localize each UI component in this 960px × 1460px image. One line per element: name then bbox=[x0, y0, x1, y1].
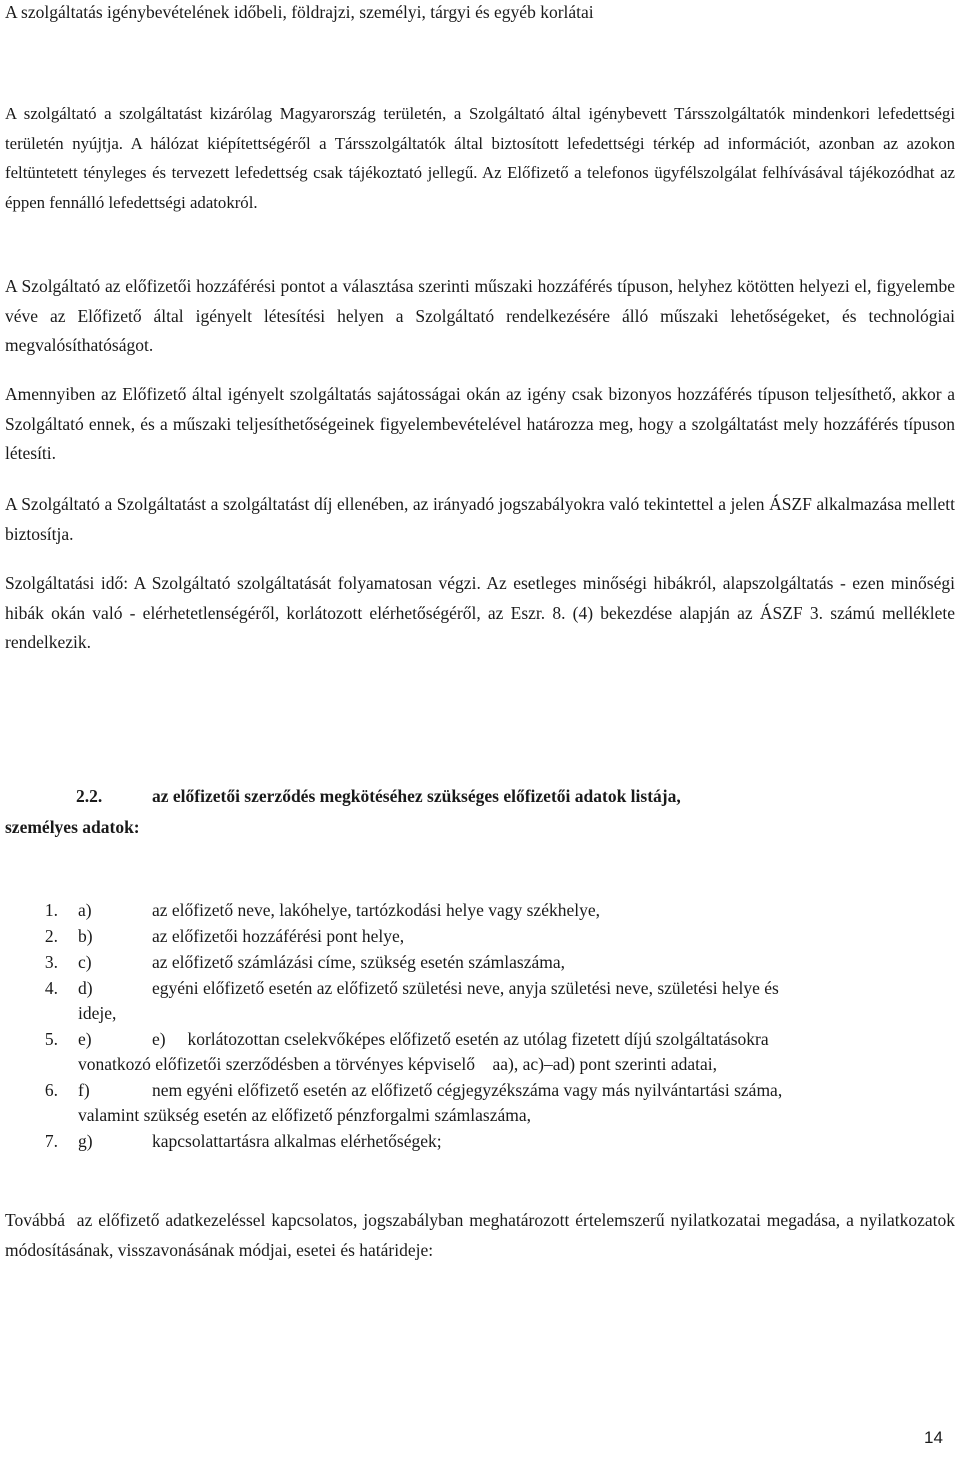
list-text: kapcsolattartásra alkalmas elérhetőségek; bbox=[152, 1131, 442, 1151]
list-letter: d) bbox=[78, 978, 93, 998]
list-letter: c) bbox=[78, 952, 92, 972]
paragraph-coverage: A szolgáltató a szolgáltatást kizárólag Magyarország területén, a Szolgáltató által igénybevett Társszolgáltatók mindenkori lefedettségi területén nyújtja. A hálózat kiépítettségéről a Társszolgáltatók által biztosított lefedettségi térkép ad információt, azonban az azokon feltüntetett tényleges és tervezett lefedettség csak tájékoztató jellegű. Az Előfizető a telefonos ügyfélszolgálat felhívásával tájékozódhat az éppen fennálló lefedettségi adatokról. bbox=[5, 104, 955, 212]
list-letter: f) bbox=[78, 1080, 90, 1100]
list-text-continuation: valamint szükség esetén az előfizető pénzforgalmi számlaszáma, bbox=[78, 1105, 532, 1125]
list-number: 5. bbox=[44, 1029, 58, 1049]
list-number: 7. bbox=[44, 1131, 58, 1151]
list-number: 1. bbox=[44, 900, 58, 920]
list-text: egyéni előfizető esetén az előfizető születési neve, anyja születési neve, születési helye és bbox=[152, 978, 779, 998]
list-text-continuation: ideje, bbox=[78, 1003, 117, 1023]
list-text: nem egyéni előfizető esetén az előfizető cégjegyzékszáma vagy más nyilvántartási száma, bbox=[152, 1080, 783, 1100]
section-title: A szolgáltatás igénybevételének időbeli, földrajzi, személyi, tárgyi és egyéb korlátai bbox=[5, 2, 594, 22]
list-letter: a) bbox=[78, 900, 92, 920]
list-text: az előfizető számlázási címe, szükség esetén számlaszáma, bbox=[152, 952, 565, 972]
list-text: az előfizetői hozzáférési pont helye, bbox=[152, 926, 405, 946]
list-number: 6. bbox=[44, 1080, 58, 1100]
section-heading-line1: az előfizetői szerződés megkötéséhez szükséges előfizetői adatok listája, bbox=[152, 786, 681, 806]
paragraph-closing: Továbbá az előfizető adatkezeléssel kapcsolatos, jogszabályban meghatározott értelemszerű nyilatkozatai megadása, a nyilatkozatok módosításának, visszavonásának módjai, esetei és határideje: bbox=[5, 1210, 960, 1260]
paragraph-service-time: Szolgáltatási idő: A Szolgáltató szolgáltatását folyamatosan végzi. Az esetleges minőségi hibákról, alapszolgáltatás - ezen minőségi hibák okán való - elérhetetlenségéről, korlátozott elérhetőségéről, az Eszr. 8. (4) bekezdése alapján az ÁSZF 3. számú melléklete rendelkezik. bbox=[5, 573, 955, 652]
list-number: 2. bbox=[44, 926, 58, 946]
list-letter: b) bbox=[78, 926, 93, 946]
section-heading-line2: személyes adatok: bbox=[5, 817, 140, 837]
paragraph-access-type: Amennyiben az Előfizető által igényelt szolgáltatás sajátosságai okán az igény csak bizonyos hozzáférés típuson teljesíthető, akkor a Szolgáltató ennek, és a műszaki teljesíthetőségeinek figyelembevételével határozza meg, hogy a szolgáltatást mely hozzáférés típuson létesíti. bbox=[5, 384, 955, 463]
section-number: 2.2. bbox=[76, 786, 103, 806]
paragraph-service-basis: A Szolgáltató a Szolgáltatást a szolgáltatást díj ellenében, az irányadó jogszabályokra való tekintettel a jelen ÁSZF alkalmazása mellett biztosítja. bbox=[5, 494, 955, 544]
page-number: 14 bbox=[924, 1428, 943, 1447]
list-number: 3. bbox=[44, 952, 58, 972]
paragraph-access-point: A Szolgáltató az előfizetői hozzáférési pontot a választása szerinti műszaki hozzáférés típuson, helyhez kötötten helyezi el, figyelembe véve az Előfizető által igényelt létesítési helyen a Szolgáltató rendelkezésére álló műszaki lehetőségeket, és technológiai megvalósíthatóságot. bbox=[5, 276, 955, 355]
list-text-continuation: vonatkozó előfizetői szerződésben a törvényes képviselő aa), ac)–ad) pont szerinti adatai, bbox=[78, 1054, 717, 1074]
list-number: 4. bbox=[44, 978, 58, 998]
list-letter: e) bbox=[78, 1029, 92, 1049]
list-text: e) korlátozottan cselekvőképes előfizető esetén az utólag fizetett díjú szolgáltatásokra bbox=[152, 1029, 769, 1049]
list-letter: g) bbox=[78, 1131, 93, 1151]
list-text: az előfizető neve, lakóhelye, tartózkodási helye vagy székhelye, bbox=[152, 900, 600, 920]
